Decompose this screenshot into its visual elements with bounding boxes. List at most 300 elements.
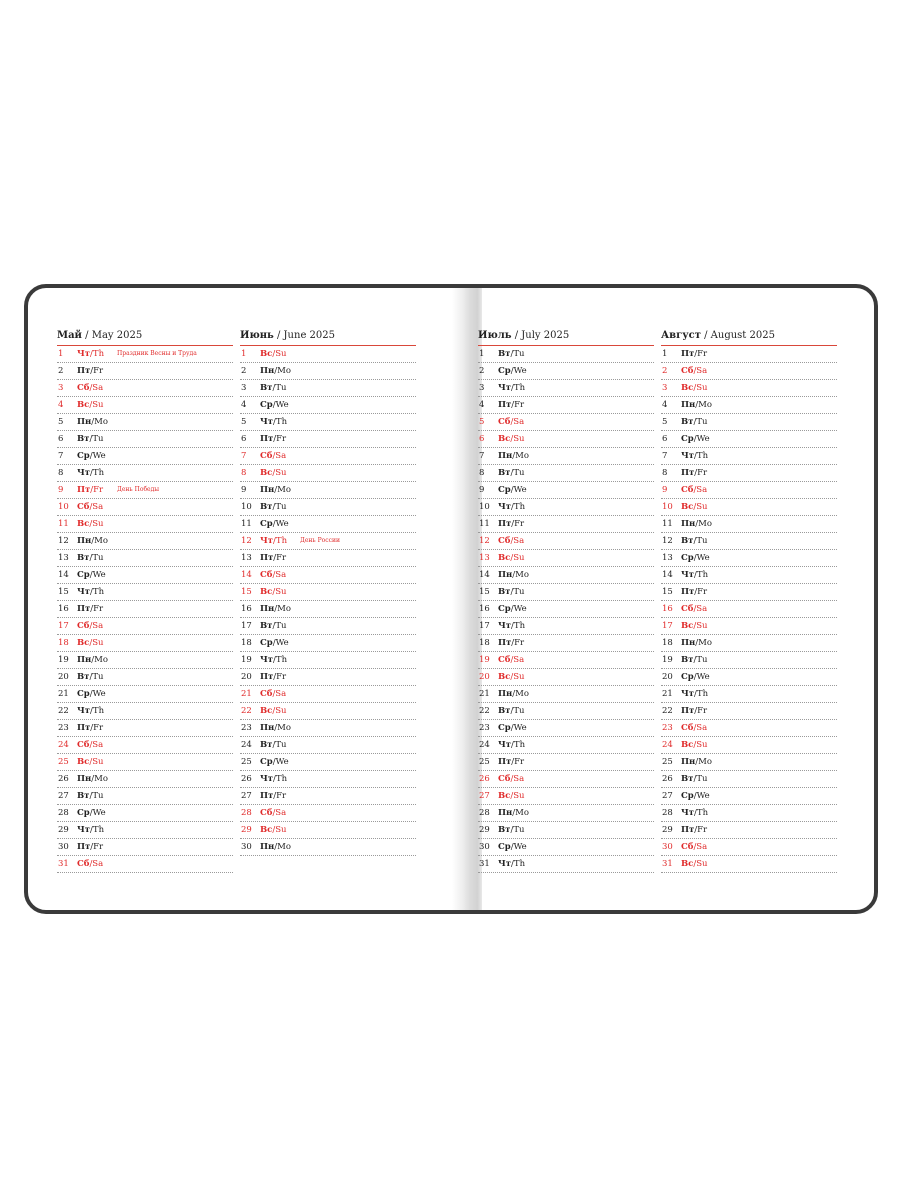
weekday-ru: Вс: [77, 638, 90, 648]
weekday-ru: Вс: [498, 553, 511, 563]
day-number: 17: [241, 621, 252, 631]
weekday-ru: Ср: [77, 570, 90, 580]
day-row: [57, 635, 233, 652]
day-number: 23: [241, 723, 252, 733]
day-number: 30: [479, 842, 490, 852]
weekday: [681, 771, 707, 787]
weekday-en: /We: [510, 366, 527, 376]
month-title-en: / August 2025: [704, 330, 775, 341]
weekday-ru: Сб: [498, 774, 511, 784]
weekday-en: /We: [693, 791, 710, 801]
weekday-en: /Su: [510, 791, 525, 801]
day-number: 20: [241, 672, 252, 682]
weekday: [681, 431, 710, 447]
day-number: 19: [58, 655, 69, 665]
day-row: [478, 635, 654, 652]
weekday: [260, 397, 289, 413]
weekday-ru: Сб: [498, 655, 511, 665]
weekday-ru: Вт: [681, 655, 694, 665]
weekday: [77, 856, 103, 872]
day-number: 10: [662, 502, 673, 512]
day-row: [661, 720, 837, 737]
weekday-en: /Fr: [273, 553, 287, 563]
weekday-en: /Su: [89, 400, 104, 410]
weekday-en: /Fr: [90, 366, 104, 376]
day-number: 11: [662, 519, 673, 529]
day-number: 6: [662, 434, 668, 444]
weekday: [77, 516, 104, 532]
weekday-ru: Ср: [681, 553, 694, 563]
day-row: [240, 516, 416, 533]
weekday-ru: Пт: [260, 672, 274, 682]
weekday-en: /Fr: [694, 468, 708, 478]
weekday: [77, 346, 104, 362]
weekday-ru: Ср: [260, 400, 273, 410]
weekday-en: /Mo: [695, 757, 712, 767]
weekday: [498, 856, 525, 872]
day-row: [478, 482, 654, 499]
weekday: [498, 448, 529, 464]
weekday: [498, 380, 525, 396]
weekday: [260, 686, 286, 702]
day-number: 13: [479, 553, 490, 563]
weekday-en: /Sa: [272, 808, 287, 818]
day-number: 18: [58, 638, 69, 648]
day-row: [57, 703, 233, 720]
day-number: 24: [241, 740, 252, 750]
weekday-ru: Сб: [77, 621, 90, 631]
weekday-en: /Sa: [89, 859, 104, 869]
day-row: [478, 652, 654, 669]
weekday-en: /Su: [510, 672, 525, 682]
weekday: [681, 856, 708, 872]
day-row: [478, 822, 654, 839]
weekday-en: /Mo: [512, 689, 529, 699]
day-number: 1: [241, 349, 247, 359]
weekday: [681, 482, 707, 498]
day-row: [478, 720, 654, 737]
day-number: 3: [479, 383, 485, 393]
day-list: [240, 346, 416, 856]
weekday: [77, 737, 103, 753]
weekday-en: /Th: [273, 774, 288, 784]
weekday-en: /Th: [511, 502, 526, 512]
day-row: [240, 669, 416, 686]
day-row: [478, 516, 654, 533]
day-number: 17: [662, 621, 673, 631]
weekday-ru: Ср: [260, 638, 273, 648]
weekday: [498, 788, 525, 804]
weekday-ru: Чт: [498, 621, 512, 631]
day-row: [478, 550, 654, 567]
day-row: [478, 465, 654, 482]
weekday-ru: Ср: [260, 757, 273, 767]
weekday: [498, 720, 527, 736]
weekday-en: /Fr: [694, 587, 708, 597]
weekday: [498, 397, 524, 413]
weekday-en: /Tu: [510, 587, 525, 597]
day-row: [240, 635, 416, 652]
weekday: [77, 465, 104, 481]
weekday: [260, 550, 286, 566]
day-number: 27: [479, 791, 490, 801]
day-row: [661, 363, 837, 380]
weekday-ru: Чт: [681, 451, 695, 461]
weekday-ru: Сб: [681, 723, 694, 733]
weekday-ru: Вт: [77, 791, 90, 801]
day-row: [478, 380, 654, 397]
weekday-en: /We: [510, 723, 527, 733]
weekday-en: /Mo: [91, 774, 108, 784]
day-row: [661, 669, 837, 686]
weekday: [260, 652, 287, 668]
weekday-ru: Вс: [260, 468, 273, 478]
day-number: 7: [241, 451, 247, 461]
weekday-en: /Mo: [274, 485, 291, 495]
day-row: [478, 856, 654, 873]
day-number: 25: [58, 757, 69, 767]
month-title-ru: Май: [57, 330, 82, 341]
day-number: 13: [662, 553, 673, 563]
weekday-en: /Tu: [272, 740, 287, 750]
weekday: [77, 686, 106, 702]
day-number: 31: [58, 859, 69, 869]
weekday-en: /Fr: [273, 434, 287, 444]
weekday-ru: Вс: [260, 825, 273, 835]
day-number: 4: [479, 400, 485, 410]
weekday-ru: Пт: [77, 723, 91, 733]
weekday-en: /Sa: [693, 604, 708, 614]
day-row: [478, 346, 654, 363]
weekday-en: /Fr: [90, 842, 104, 852]
weekday-ru: Ср: [681, 672, 694, 682]
weekday-ru: Сб: [77, 383, 90, 393]
day-number: 14: [58, 570, 69, 580]
day-number: 12: [58, 536, 69, 546]
weekday-en: /Th: [694, 570, 709, 580]
weekday-ru: Вс: [77, 757, 90, 767]
day-number: 9: [662, 485, 668, 495]
day-row: [57, 618, 233, 635]
weekday-en: /We: [693, 434, 710, 444]
day-row: [57, 363, 233, 380]
weekday-ru: Чт: [77, 587, 91, 597]
day-number: 3: [241, 383, 247, 393]
weekday-ru: Пн: [498, 689, 513, 699]
day-row: [661, 397, 837, 414]
weekday-ru: Вт: [681, 774, 694, 784]
weekday: [681, 669, 710, 685]
day-number: 1: [662, 349, 668, 359]
day-number: 2: [479, 366, 485, 376]
weekday-en: /We: [510, 604, 527, 614]
weekday-en: /Th: [511, 383, 526, 393]
day-number: 21: [662, 689, 673, 699]
day-number: 31: [479, 859, 490, 869]
weekday-ru: Пн: [260, 366, 275, 376]
day-row: [240, 720, 416, 737]
day-row: [478, 414, 654, 431]
weekday-ru: Чт: [77, 349, 91, 359]
day-number: 18: [662, 638, 673, 648]
day-row: [478, 567, 654, 584]
weekday-ru: Сб: [498, 536, 511, 546]
weekday-en: /Tu: [510, 349, 525, 359]
weekday: [260, 516, 289, 532]
weekday-ru: Чт: [498, 383, 512, 393]
weekday-en: /Fr: [90, 604, 104, 614]
weekday-en: /Th: [273, 536, 288, 546]
weekday-en: /Tu: [693, 417, 708, 427]
day-number: 9: [479, 485, 485, 495]
day-row: [240, 601, 416, 618]
weekday-ru: Пн: [498, 808, 513, 818]
weekday: [260, 635, 289, 651]
weekday-en: /Tu: [89, 791, 104, 801]
day-row: [478, 584, 654, 601]
day-number: 30: [662, 842, 673, 852]
weekday: [681, 788, 710, 804]
weekday-ru: Вс: [681, 859, 694, 869]
weekday: [498, 771, 524, 787]
day-row: [661, 788, 837, 805]
weekday-ru: Пн: [498, 451, 513, 461]
weekday-en: /Fr: [694, 825, 708, 835]
day-row: [478, 703, 654, 720]
day-row: [478, 754, 654, 771]
month-title-en: / May 2025: [85, 330, 143, 341]
weekday-ru: Сб: [77, 740, 90, 750]
holiday-label: Праздник Весны и Труда: [117, 350, 197, 357]
day-list: [661, 346, 837, 873]
weekday-en: /Tu: [693, 655, 708, 665]
weekday: [498, 839, 527, 855]
weekday: [498, 584, 524, 600]
weekday-en: /Th: [273, 655, 288, 665]
day-number: 7: [662, 451, 668, 461]
day-row: [240, 414, 416, 431]
weekday: [77, 754, 104, 770]
weekday-ru: Пт: [681, 349, 695, 359]
day-row: [240, 499, 416, 516]
day-row: [661, 635, 837, 652]
weekday-en: /Th: [511, 621, 526, 631]
day-row: [57, 839, 233, 856]
weekday-ru: Ср: [77, 808, 90, 818]
weekday: [77, 414, 108, 430]
weekday-en: /Mo: [274, 366, 291, 376]
weekday-en: /Sa: [89, 383, 104, 393]
weekday: [498, 635, 524, 651]
weekday-ru: Вт: [260, 740, 273, 750]
weekday-en: /Su: [693, 383, 708, 393]
day-row: [240, 754, 416, 771]
day-row: [661, 465, 837, 482]
month-title: [661, 328, 837, 346]
weekday-ru: Пт: [498, 638, 512, 648]
weekday: [77, 822, 104, 838]
day-number: 22: [479, 706, 490, 716]
weekday: [77, 533, 108, 549]
weekday: [498, 363, 527, 379]
weekday-ru: Ср: [77, 689, 90, 699]
month-june: [240, 328, 416, 856]
weekday-en: /Sa: [693, 723, 708, 733]
weekday-en: /Mo: [91, 536, 108, 546]
weekday-en: /Fr: [694, 706, 708, 716]
weekday-en: /Th: [273, 417, 288, 427]
weekday: [260, 380, 286, 396]
weekday-en: /Fr: [273, 791, 287, 801]
day-number: 1: [479, 349, 485, 359]
weekday: [498, 499, 525, 515]
weekday: [260, 465, 287, 481]
day-row: [57, 431, 233, 448]
weekday: [260, 771, 287, 787]
day-number: 28: [241, 808, 252, 818]
day-row: [57, 482, 233, 499]
weekday-en: /We: [272, 519, 289, 529]
day-number: 14: [241, 570, 252, 580]
weekday-ru: Вт: [498, 468, 511, 478]
weekday: [260, 601, 291, 617]
day-number: 26: [479, 774, 490, 784]
weekday-en: /Su: [272, 706, 287, 716]
weekday-en: /Su: [510, 553, 525, 563]
day-row: [661, 550, 837, 567]
weekday: [77, 635, 104, 651]
day-number: 25: [241, 757, 252, 767]
weekday: [681, 397, 712, 413]
day-number: 7: [479, 451, 485, 461]
day-row: [661, 482, 837, 499]
weekday-ru: Сб: [260, 451, 273, 461]
day-number: 18: [479, 638, 490, 648]
weekday-ru: Пн: [681, 519, 696, 529]
day-number: 4: [241, 400, 247, 410]
weekday-en: /Tu: [693, 774, 708, 784]
weekday-en: /Sa: [510, 655, 525, 665]
day-number: 12: [662, 536, 673, 546]
weekday-en: /We: [272, 400, 289, 410]
day-row: [240, 465, 416, 482]
day-number: 8: [58, 468, 64, 478]
day-row: [57, 686, 233, 703]
weekday: [498, 754, 524, 770]
day-number: 12: [479, 536, 490, 546]
day-row: [57, 380, 233, 397]
weekday-en: /Th: [694, 808, 709, 818]
day-number: 9: [58, 485, 64, 495]
weekday: [681, 601, 707, 617]
day-number: 23: [58, 723, 69, 733]
weekday-en: /Mo: [695, 638, 712, 648]
day-number: 24: [662, 740, 673, 750]
weekday-en: /Mo: [512, 451, 529, 461]
weekday-ru: Чт: [77, 706, 91, 716]
day-number: 20: [479, 672, 490, 682]
weekday-en: /Mo: [512, 570, 529, 580]
weekday-ru: Вт: [498, 825, 511, 835]
weekday: [681, 550, 710, 566]
weekday: [77, 839, 103, 855]
day-row: [57, 720, 233, 737]
weekday: [681, 380, 708, 396]
day-number: 29: [479, 825, 490, 835]
weekday: [681, 533, 707, 549]
day-number: 5: [241, 417, 247, 427]
day-number: 5: [479, 417, 485, 427]
day-number: 24: [58, 740, 69, 750]
day-row: [57, 754, 233, 771]
weekday-ru: Чт: [260, 536, 274, 546]
day-list: [478, 346, 654, 873]
weekday-en: /Su: [272, 825, 287, 835]
day-row: [57, 499, 233, 516]
weekday-ru: Вс: [498, 791, 511, 801]
day-number: 17: [58, 621, 69, 631]
weekday-ru: Сб: [77, 502, 90, 512]
weekday-en: /Fr: [694, 349, 708, 359]
month-title: [478, 328, 654, 346]
weekday: [681, 703, 707, 719]
weekday: [681, 516, 712, 532]
weekday: [681, 346, 707, 362]
weekday-ru: Ср: [260, 519, 273, 529]
weekday-en: /Tu: [693, 536, 708, 546]
day-number: 11: [479, 519, 490, 529]
weekday-ru: Ср: [681, 791, 694, 801]
day-row: [661, 448, 837, 465]
weekday-ru: Пн: [681, 757, 696, 767]
day-number: 15: [241, 587, 252, 597]
day-row: [478, 805, 654, 822]
day-number: 2: [662, 366, 668, 376]
weekday-ru: Вт: [77, 553, 90, 563]
weekday: [260, 703, 287, 719]
day-row: [57, 856, 233, 873]
weekday-ru: Пн: [77, 655, 92, 665]
day-row: [478, 499, 654, 516]
weekday-ru: Чт: [260, 774, 274, 784]
day-row: [661, 686, 837, 703]
weekday-en: /Tu: [510, 706, 525, 716]
weekday-en: /Tu: [89, 434, 104, 444]
weekday: [260, 567, 286, 583]
day-number: 1: [58, 349, 64, 359]
day-number: 15: [58, 587, 69, 597]
day-number: 11: [241, 519, 252, 529]
weekday: [681, 805, 708, 821]
weekday-ru: Ср: [77, 451, 90, 461]
day-row: [661, 737, 837, 754]
weekday-ru: Пн: [77, 417, 92, 427]
weekday-ru: Чт: [498, 859, 512, 869]
weekday-ru: Пт: [681, 587, 695, 597]
weekday-ru: Пт: [681, 706, 695, 716]
day-number: 4: [58, 400, 64, 410]
weekday: [498, 822, 524, 838]
weekday-ru: Вс: [260, 349, 273, 359]
day-number: 26: [58, 774, 69, 784]
day-row: [661, 346, 837, 363]
day-row: [661, 856, 837, 873]
weekday-ru: Вс: [260, 587, 273, 597]
day-row: [240, 533, 416, 550]
day-row: [661, 754, 837, 771]
weekday: [681, 839, 707, 855]
weekday-ru: Пн: [260, 723, 275, 733]
